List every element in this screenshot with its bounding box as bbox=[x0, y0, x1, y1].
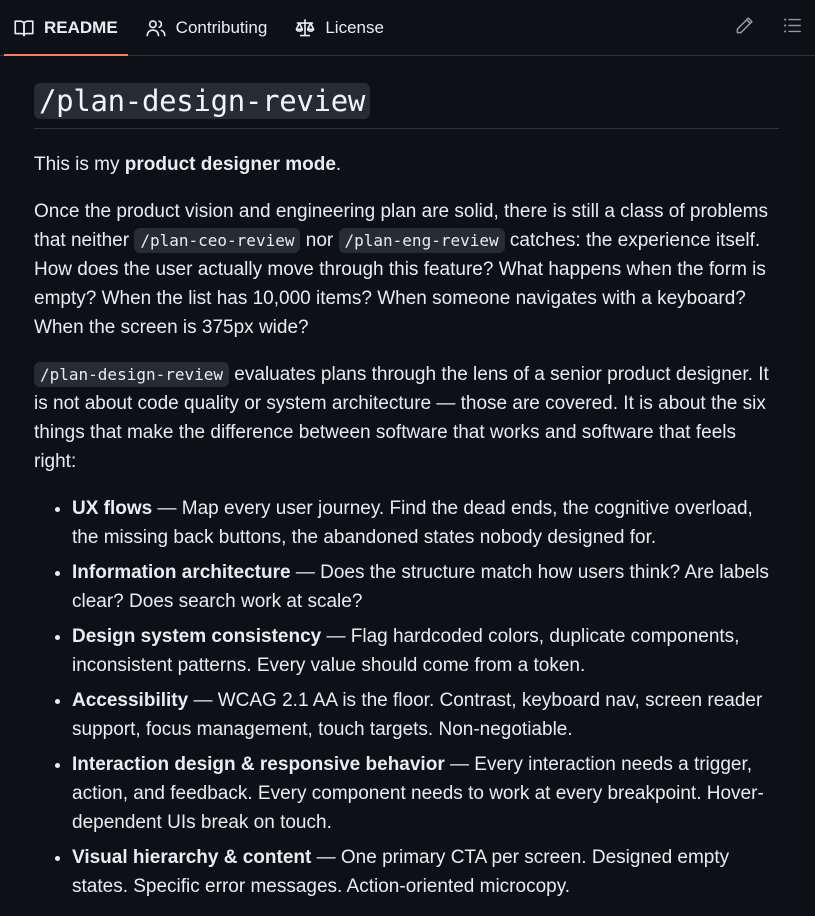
list-item-text: — Flag hardcoded colors, duplicate components, inconsistent patterns. Every value should come from a token. bbox=[72, 626, 740, 676]
page-title bbox=[34, 82, 779, 129]
p2-text-3: catches: the experience itself. How does the user actually move through this feature? What happens when the form is empty? When the list has 10,000 items? When someone navigates with a keyboard? When the screen is 375px wide? bbox=[34, 230, 766, 338]
list-item bbox=[72, 750, 779, 837]
list-item-title: UX flows bbox=[72, 498, 153, 519]
list-item-title: Visual hierarchy & content bbox=[72, 847, 312, 868]
list-item-title: Accessibility bbox=[72, 690, 189, 711]
tab-contributing[interactable] bbox=[136, 0, 278, 55]
intro-bold: product designer mode bbox=[124, 154, 336, 175]
list-icon bbox=[783, 16, 802, 40]
list-item-text: — Map every user journey. Find the dead ends, the cognitive overload, the missing back buttons, the abandoned states nobody designed for. bbox=[72, 498, 753, 548]
list-item-text: — WCAG 2.1 AA is the floor. Contrast, keyboard nav, screen reader support, focus management, touch targets. Non-negotiable. bbox=[72, 690, 763, 740]
inline-code-eng-review: /plan-eng-review bbox=[339, 228, 505, 253]
outline-button[interactable] bbox=[779, 15, 805, 41]
tab-readme[interactable] bbox=[4, 0, 128, 55]
list-item-title: Interaction design & responsive behavior bbox=[72, 754, 445, 775]
inline-code-design-review: /plan-design-review bbox=[34, 362, 229, 387]
list-item-text: — One primary CTA per screen. Designed empty states. Specific error messages. Action-oriented microcopy. bbox=[72, 847, 730, 897]
list-item bbox=[72, 686, 779, 744]
evaluation-paragraph bbox=[34, 360, 779, 476]
list-item bbox=[72, 622, 779, 680]
list-item-text: — Does the structure match how users think? Are labels clear? Does search work at scale? bbox=[72, 562, 769, 612]
tab-readme-label: README bbox=[44, 17, 118, 37]
edit-file-button[interactable] bbox=[731, 15, 757, 41]
list-item bbox=[72, 558, 779, 616]
tab-contributing-label: Contributing bbox=[175, 17, 268, 37]
list-item-title: Design system consistency bbox=[72, 626, 322, 647]
people-icon bbox=[146, 18, 166, 38]
law-scale-icon bbox=[295, 18, 315, 38]
problem-paragraph bbox=[34, 197, 779, 342]
principles-list bbox=[34, 494, 779, 901]
intro-paragraph bbox=[34, 150, 779, 179]
tab-bar bbox=[0, 0, 815, 56]
tab-license-label: License bbox=[325, 17, 384, 37]
list-item bbox=[72, 494, 779, 552]
readme-content bbox=[0, 56, 815, 901]
list-item bbox=[72, 843, 779, 901]
pencil-icon bbox=[735, 16, 754, 40]
list-item-title: Information architecture bbox=[72, 562, 291, 583]
tab-license[interactable] bbox=[285, 0, 394, 55]
intro-suffix: . bbox=[335, 154, 342, 175]
intro-prefix: This is my bbox=[34, 154, 125, 175]
p2-text-2: nor bbox=[300, 230, 339, 251]
tab-actions bbox=[709, 0, 805, 55]
page-title-code: /plan-design-review bbox=[34, 83, 370, 119]
p3-text: evaluates plans through the lens of a senior product designer. It is not about code quality or system architecture — those are covered. It is about the six things that make the difference between software that works and software that feels right: bbox=[34, 364, 769, 472]
book-icon bbox=[14, 18, 34, 38]
inline-code-ceo-review: /plan-ceo-review bbox=[134, 228, 300, 253]
list-item-text: — Every interaction needs a trigger, action, and feedback. Every component needs to work at every breakpoint. Hover-dependent UIs break on touch. bbox=[72, 754, 764, 833]
p2-text-1: Once the product vision and engineering plan are solid, there is still a class of problems that neither bbox=[34, 201, 769, 251]
